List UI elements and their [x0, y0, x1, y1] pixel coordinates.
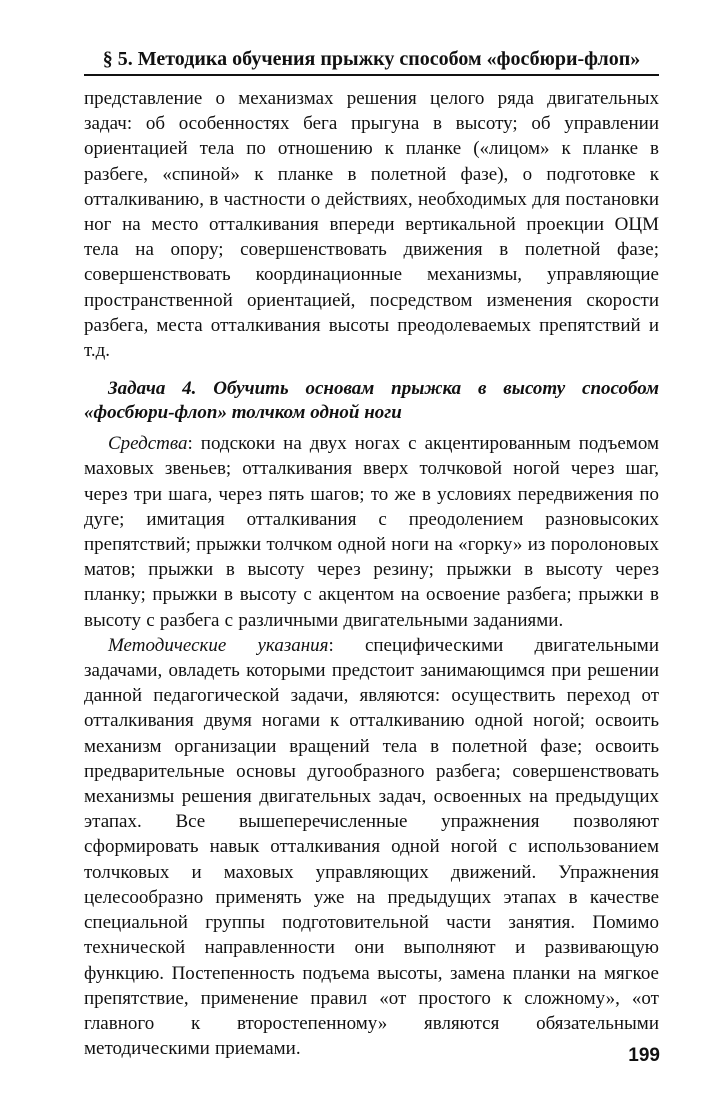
task-heading: Задача 4. Обучить основам прыжка в высоту способом «фосбюри-флоп» толчком одной ноги: [84, 378, 659, 424]
page-content: [84, 46, 659, 1061]
means-text: : подскоки на двух ногах с акцентированным подъемом маховых звеньев; отталкивания вверх толчковой ногой через шаг, через три шага, через пять шагов; то же в условиях передвижения по дуге; имитация отталкивания с преодолением разновысоких препятствий; прыжки толчком одной ноги на «горку» из поролоновых матов; прыжки в высоту через резину; прыжки в высоту через планку; прыжки в высоту с акцентом на освоение разбега; прыжки в высоту с разбега с различными двигательными заданиями.: [84, 433, 659, 631]
running-head: § 5. Методика обучения прыжку способом «фосбюри-флоп»: [84, 46, 659, 76]
guidelines-label: Методические указания: [108, 634, 329, 656]
guidelines-text: : специфическими двигательными задачами, овладеть которыми предстоит занимающимся при решении данной педагогической задачи, являются: осуществить переход от отталкивания двумя ногами к отталкиванию одной ногой; освоить механизм организации вращений тела в полетной фазе; освоить предварительные основы дугообразного разбега; совершенствовать механизмы решения двигательных задач, освоенных на предыдущих этапах. Все вышеперечисленные упражнения позволяют сформировать навык отталкивания одной ногой с использованием толчковых и маховых управляющих движений. Упражнения целесообразно применять уже на предыдущих этапах в качестве специальной группы подготовительной части занятия. Помимо технической направленности они выполняют и развивающую функцию. Постепенность подъема высоты, замена планки на мягкое препятствие, применение правил «от простого к сложному», «от главного к второстепенному» являются обязательными методическими приемами.: [84, 634, 660, 1060]
page-number: 199: [628, 1045, 660, 1066]
means-label: Средства: [108, 433, 188, 455]
paragraph-guidelines: [84, 633, 659, 1061]
paragraph-means: [84, 431, 659, 633]
paragraph-continuation: представление о механизмах решения целого ряда двигательных задач: об особенностях бега прыгуна в высоту; об управлении ориентацией тела по отношению к планке («лицом» к планке в разбеге, «спиной» к планке в полетной фазе), о подготовке к отталкиванию, в частности о действиях, необходимых для постановки ног на место отталкивания впереди вертикальной проекции ОЦМ тела на опору; совершенствовать движения в полетной фазе; совершенствовать координационные механизмы, управляющие пространственной ориентацией, посредством изменения скорости разбега, места отталкивания высоты преодолеваемых препятствий и т.д.: [84, 88, 659, 362]
